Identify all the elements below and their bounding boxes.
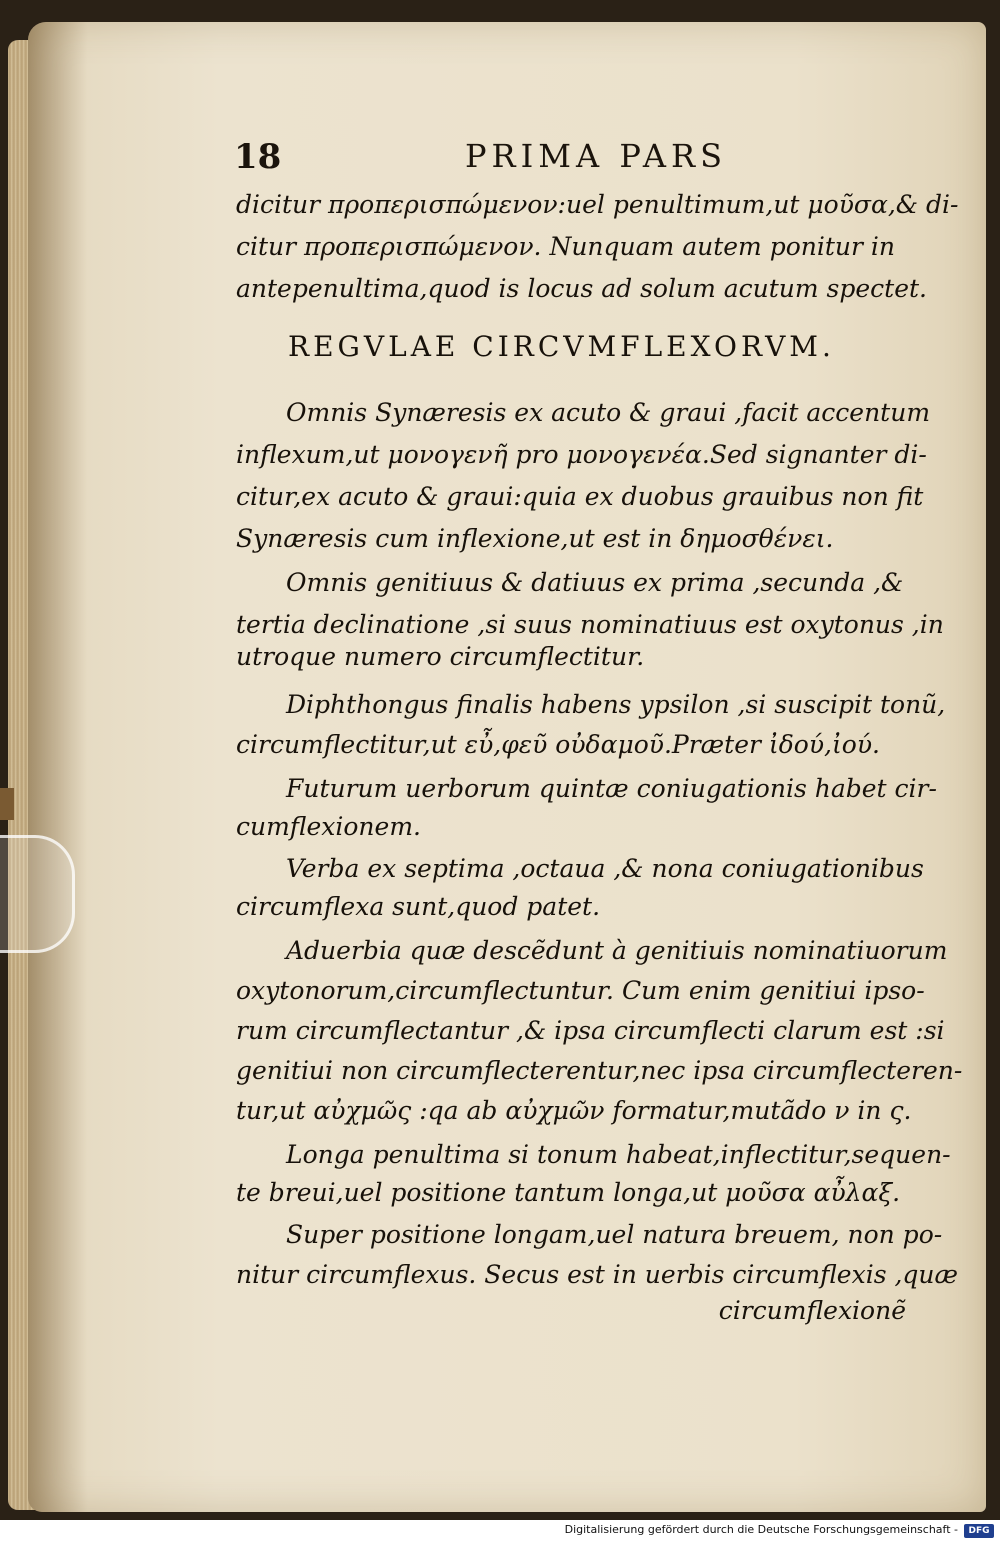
text-line: genitiui non circumflecterentur,nec ipsa circumflecteren- [236,1056,963,1085]
text-line: rum circumflectantur ,& ipsa circumflecti clarum est :si [236,1016,945,1045]
dfg-logo: DFG [964,1524,994,1538]
text-line: circumflexa sunt,quod patet. [236,892,601,921]
text-line: Super positione longam,uel natura breuem, non po- [286,1220,943,1249]
book-edge-tab [0,788,14,820]
page-clip [0,835,75,953]
text-line: circumflectitur,ut εὖ,φεῦ οὐδαμοῦ.Præter ἰδού,ἰού. [236,730,880,759]
text-line: Aduerbia quæ descẽdunt à genitiuis nominatiuorum [286,936,948,965]
text-line: Omnis genitiuus & datiuus ex prima ,secunda ,& [286,568,904,597]
text-line: cumflexionem. [236,812,421,841]
text-line: utroque numero circumflectitur. [236,642,645,671]
spine-shadow [28,22,88,1512]
text-line: antepenultima,quod is locus ad solum acutum spectet. [236,274,928,303]
text-line: Omnis Synæresis ex acuto & graui ,facit accentum [286,398,931,427]
funding-credit: Digitalisierung gefördert durch die Deutsche Forschungsgemeinschaft - [564,1523,958,1536]
text-line: Diphthongus finalis habens ypsilon ,si suscipit tonũ, [286,690,946,719]
text-line: nitur circumflexus. Secus est in uerbis circumflexis ,quæ [236,1260,959,1289]
digitization-footer [0,1521,1000,1541]
catchword: circumflexionẽ [718,1296,906,1325]
text-line: Verba ex septima ,octaua ,& nona coniugationibus [286,854,924,883]
text-line: Futurum uerborum quintæ coniugationis habet cir- [286,774,937,803]
text-line: citur προπερισπώμενον. Nunquam autem ponitur in [236,232,895,261]
running-head: PRIMA PARS [465,137,728,175]
text-line: dicitur προπερισπώμενον:uel penultimum,ut μοῦσα,& di- [236,190,959,219]
text-line: te breui,uel positione tantum longa,ut μοῦσα αὖλαξ. [236,1178,901,1207]
text-line: oxytonorum,circumflectuntur. Cum enim genitiui ipso- [236,976,925,1005]
page-number: 18 [234,137,282,177]
text-line: tertia declinatione ,si suus nominatiuus est oxytonus ,in [236,610,944,639]
text-line: tur,ut αὐχμῶς :qa ab αὐχμῶν formatur,mutãdo ν in ς. [236,1096,912,1125]
text-line: citur,ex acuto & graui:quia ex duobus grauibus non fit [236,482,924,511]
text-line: inflexum,ut μονογενῆ pro μονογενέα.Sed signanter di- [236,440,927,469]
section-heading: REGVLAE CIRCVMFLEXORVM. [288,330,835,363]
text-line: Synæresis cum inflexione,ut est in δημοσθένει. [236,524,834,553]
text-line: Longa penultima si tonum habeat,inflectitur,sequen- [286,1140,951,1169]
page-header [0,137,1000,177]
